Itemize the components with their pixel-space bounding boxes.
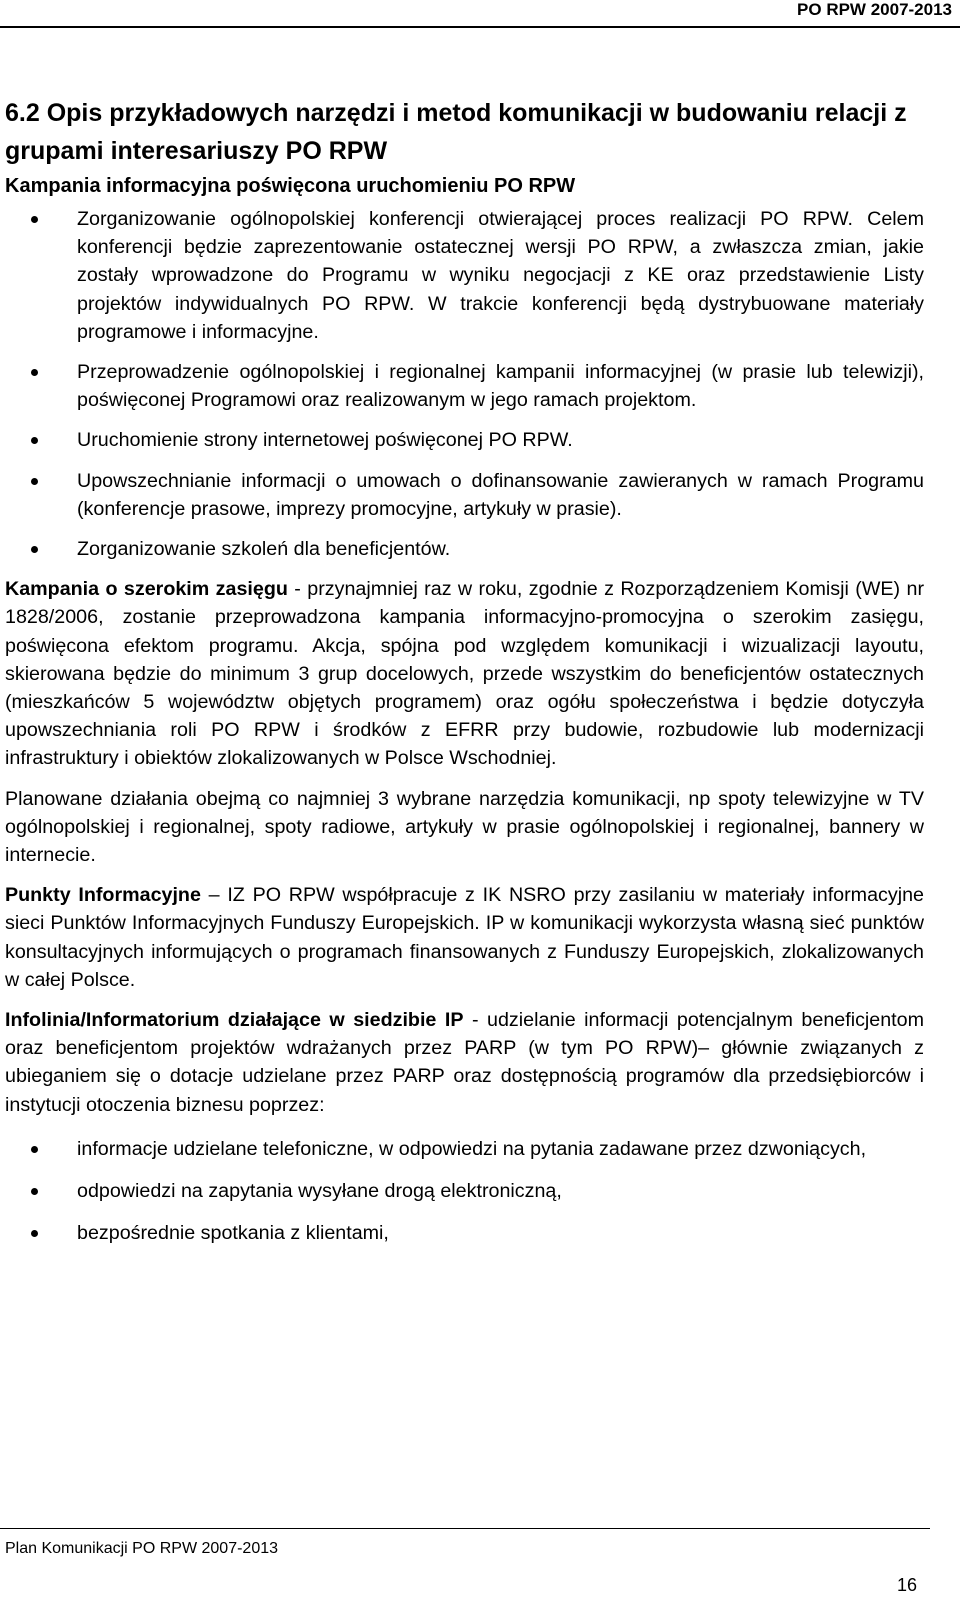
paragraph-lead: Punkty Informacyjne — [5, 884, 201, 907]
list-item-text: Przeprowadzenie ogólnopolskiej i regionalnej kampanii informacyjnej (w prasie lub telewizji), poświęconej Programowi oraz realizowanym w jego ramach projektom. — [77, 361, 924, 412]
list-item — [5, 1135, 924, 1163]
paragraph-wide-campaign — [5, 575, 924, 772]
list-item-text: informacje udzielane telefoniczne, w odpowiedzi na pytania zadawane przez dzwoniących, — [77, 1137, 867, 1160]
paragraph-planned-actions: Planowane działania obejmą co najmniej 3 wybrane narzędzia komunikacji, np spoty telewizyjne w TV ogólnopolskiej i regionalnej, spoty radiowe, artykuły w prasie ogólnopolskiej i regionalnej, bannery w internecie. — [5, 787, 924, 867]
footer-doc-title: Plan Komunikacji PO RPW 2007-2013 — [5, 1540, 279, 1557]
list-item — [5, 426, 924, 454]
bullet-list-infoline — [5, 1135, 924, 1248]
paragraph-text: - przynajmniej raz w roku, zgodnie z Rozporządzeniem Komisji (WE) nr 1828/2006, zostanie przeprowadzona kampania informacyjno-promocyjna o szerokim zasięgu, poświęcona efektom programu. Akcja, spójna pod względem komunikacji i wizualizacji layoutu, skierowana będzie do minimum 3 grup docelowych, przede wszystkim do beneficjentów ostatecznych (mieszkańców 5 województw objętych programem) oraz ogółu społeczeństwa i będzie dotyczyła upowszechniania roli PO RPW i środków z EFRR przy budowie, rozbudowie lub modernizacji infrastruktury i obiektów zlokalizowanych w Polsce Wschodniej. — [5, 578, 924, 770]
bullet-icon — [31, 369, 38, 376]
bullet-list-campaign — [5, 205, 924, 563]
bullet-icon — [31, 546, 38, 553]
page-number: 16 — [897, 1575, 918, 1595]
list-item-text: Zorganizowanie ogólnopolskiej konferencji otwierającej proces realizacji PO RPW. Celem konferencji będzie zaprezentowanie ostatecznej wersji PO RPW, a zwłaszcza zmian, jakie zostały wprowadzone do Programu w wyniku negocjacji z KE oraz przedstawienie Listy projektów indywidualnych PO RPW. W trakcie konferencji będą dystrybuowane materiały programowe i informacyjne. — [77, 208, 924, 343]
bullet-icon — [31, 437, 38, 444]
paragraph-infoline — [5, 1006, 924, 1119]
bullet-icon — [31, 1146, 38, 1153]
bullet-icon — [31, 216, 38, 223]
list-item — [5, 1177, 924, 1205]
list-item — [5, 467, 924, 523]
list-item — [5, 1219, 924, 1247]
list-item-text: odpowiedzi na zapytania wysyłane drogą elektroniczną, — [77, 1180, 562, 1203]
bullet-icon — [31, 1188, 38, 1195]
bullet-icon — [31, 1230, 38, 1237]
list-item — [5, 535, 924, 563]
list-item-text: bezpośrednie spotkania z klientami, — [77, 1222, 389, 1245]
subheading: Kampania informacyjna poświęcona uruchomieniu PO RPW — [5, 175, 576, 197]
list-item-text: Uruchomienie strony internetowej poświęconej PO RPW. — [77, 429, 573, 452]
paragraph-lead: Kampania o szerokim zasięgu — [5, 578, 288, 601]
footer-rule — [0, 1528, 930, 1529]
list-item — [5, 205, 924, 346]
running-header: PO RPW 2007-2013 — [797, 0, 952, 19]
header-rule — [0, 26, 960, 28]
page-content — [5, 94, 924, 1262]
section-heading: 6.2 Opis przykładowych narzędzi i metod komunikacji w budowaniu relacji z grupami interesariuszy PO RPW — [5, 99, 907, 165]
list-item-text: Zorganizowanie szkoleń dla beneficjentów. — [77, 538, 451, 561]
paragraph-text: - udzielanie informacji potencjalnym beneficjentom oraz beneficjentom projektów wdrażanych przez PARP (w tym PO RPW)– głównie związanych z ubieganiem się o dotacje udzielane przez PARP oraz dostępnością programów dla przedsiębiorców i instytucji otoczenia biznesu poprzez: — [5, 1009, 924, 1116]
paragraph-lead: Infolinia/Informatorium działające w siedzibie IP — [5, 1009, 464, 1032]
paragraph-text: – IZ PO RPW współpracuje z IK NSRO przy zasilaniu w materiały informacyjne sieci Punktów Informacyjnych Funduszy Europejskich. IP w komunikacji wykorzysta własną sieć punktów konsultacyjnych informujących o programach finansowanych z Funduszy Europejskich, zlokalizowanych w całej Polsce. — [5, 884, 924, 991]
paragraph-info-points — [5, 881, 924, 994]
bullet-icon — [31, 478, 38, 485]
list-item-text: Upowszechnianie informacji o umowach o dofinansowanie zawieranych w ramach Programu (konferencje prasowe, imprezy promocyjne, artykuły w prasie). — [77, 469, 924, 520]
list-item — [5, 358, 924, 414]
